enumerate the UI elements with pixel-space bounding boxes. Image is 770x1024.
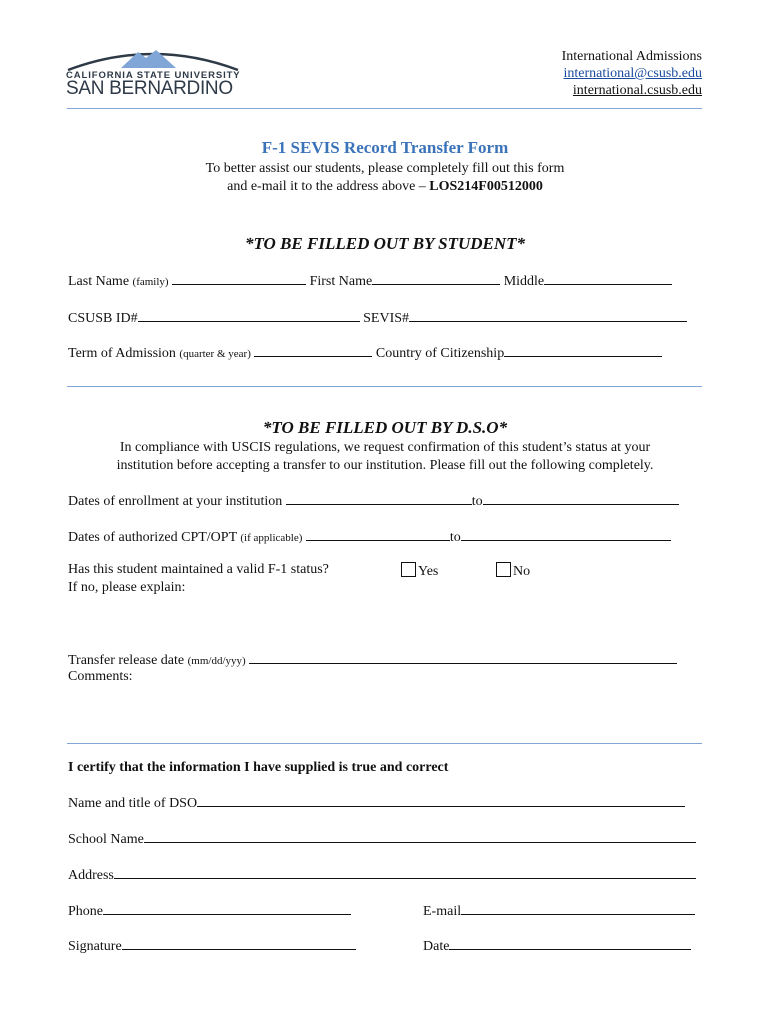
- school-field[interactable]: [144, 830, 696, 843]
- csusb-id-label: CSUSB ID#: [68, 311, 138, 326]
- date-label: Date: [423, 939, 450, 954]
- dso-name-label: Name and title of DSO: [68, 796, 198, 811]
- cpt-start-field[interactable]: [306, 528, 450, 541]
- middle-label: Middle: [503, 274, 545, 289]
- intro-line-2: and e-mail it to the address above –: [227, 179, 430, 194]
- country-label: Country of Citizenship: [375, 346, 505, 361]
- no-option[interactable]: [496, 562, 530, 580]
- form-code: LOS214F00512000: [429, 179, 543, 194]
- sevis-field[interactable]: [409, 309, 687, 322]
- email-label: E-mail: [423, 904, 462, 919]
- website-link[interactable]: international.csusb.edu: [572, 83, 702, 98]
- cpt-row: [68, 528, 671, 546]
- release-row: [68, 651, 677, 669]
- cpt-end-field[interactable]: [461, 528, 671, 541]
- sevis-label: SEVIS#: [363, 311, 410, 326]
- section-divider-2: [67, 743, 702, 744]
- contact-info: [562, 48, 702, 99]
- csusb-logo: [66, 44, 241, 104]
- no-label: No: [513, 564, 531, 579]
- certify-statement: I certify that the information I have supplied is true and correct: [68, 760, 449, 775]
- email-field[interactable]: [461, 902, 695, 915]
- section-divider-1: [67, 386, 702, 387]
- logo-line-2: SAN BERNARDINO: [66, 78, 233, 99]
- status-question: Has this student maintained a valid F-1 status?: [68, 562, 329, 577]
- signature-label: Signature: [68, 939, 122, 954]
- release-note: (mm/dd/yyy): [187, 655, 246, 667]
- email-link[interactable]: international@csusb.edu: [563, 66, 702, 81]
- header-divider: [67, 108, 702, 109]
- dso-instructions-line-1: In compliance with USCIS regulations, we request confirmation of this student’s status at your: [119, 440, 651, 455]
- yes-checkbox[interactable]: [401, 562, 416, 577]
- signature-row: [68, 937, 356, 955]
- dso-instructions-line-2: institution before accepting a transfer to our institution. Please fill out the following completely.: [116, 458, 654, 473]
- date-field[interactable]: [449, 937, 691, 950]
- address-row: [68, 866, 696, 884]
- csusb-id-field[interactable]: [138, 309, 360, 322]
- country-field[interactable]: [504, 344, 662, 357]
- last-name-note: (family): [132, 276, 169, 288]
- comments-label: Comments:: [68, 669, 133, 684]
- date-row: [423, 937, 691, 955]
- yes-option[interactable]: [401, 562, 438, 580]
- dso-name-field[interactable]: [197, 794, 685, 807]
- office-name: International Admissions: [561, 49, 702, 64]
- dso-section-heading: *TO BE FILLED OUT BY D.S.O*: [262, 418, 508, 437]
- address-label: Address: [68, 868, 114, 883]
- phone-row: [68, 902, 351, 920]
- term-field[interactable]: [254, 344, 372, 357]
- term-note: (quarter & year): [179, 348, 251, 360]
- id-row: [68, 309, 687, 327]
- school-label: School Name: [68, 832, 144, 847]
- middle-name-field[interactable]: [544, 272, 672, 285]
- no-checkbox[interactable]: [496, 562, 511, 577]
- school-row: [68, 830, 696, 848]
- student-section-heading: *TO BE FILLED OUT BY STUDENT*: [244, 234, 526, 253]
- enrollment-row: [68, 492, 679, 510]
- intro-line-1: To better assist our students, please completely fill out this form: [205, 161, 565, 176]
- name-row: [68, 272, 672, 290]
- signature-field[interactable]: [122, 937, 356, 950]
- release-label: Transfer release date: [68, 653, 185, 668]
- enrollment-label: Dates of enrollment at your institution: [68, 494, 283, 509]
- address-field[interactable]: [114, 866, 696, 879]
- enrollment-end-field[interactable]: [483, 492, 679, 505]
- term-row: [68, 344, 662, 362]
- term-label: Term of Admission: [68, 346, 176, 361]
- first-name-label: First Name: [309, 274, 373, 289]
- release-date-field[interactable]: [249, 651, 677, 664]
- email-row: [423, 902, 695, 920]
- cpt-to-label: to: [449, 530, 461, 545]
- phone-field[interactable]: [103, 902, 351, 915]
- phone-label: Phone: [68, 904, 103, 919]
- mountain-arc-icon: [66, 44, 241, 72]
- enrollment-to-label: to: [471, 494, 483, 509]
- enrollment-start-field[interactable]: [286, 492, 472, 505]
- dso-instructions: [60, 439, 710, 475]
- cpt-label: Dates of authorized CPT/OPT: [68, 530, 237, 545]
- form-intro: [0, 160, 770, 196]
- last-name-label: Last Name: [68, 274, 130, 289]
- yes-label: Yes: [418, 564, 439, 579]
- logo-line-1: CALIFORNIA STATE UNIVERSITY: [66, 70, 241, 81]
- first-name-field[interactable]: [372, 272, 500, 285]
- form-title: F-1 SEVIS Record Transfer Form: [261, 138, 509, 157]
- last-name-field[interactable]: [172, 272, 306, 285]
- cpt-note: (if applicable): [240, 532, 303, 544]
- dso-name-row: [68, 794, 685, 812]
- explain-label: If no, please explain:: [68, 580, 186, 595]
